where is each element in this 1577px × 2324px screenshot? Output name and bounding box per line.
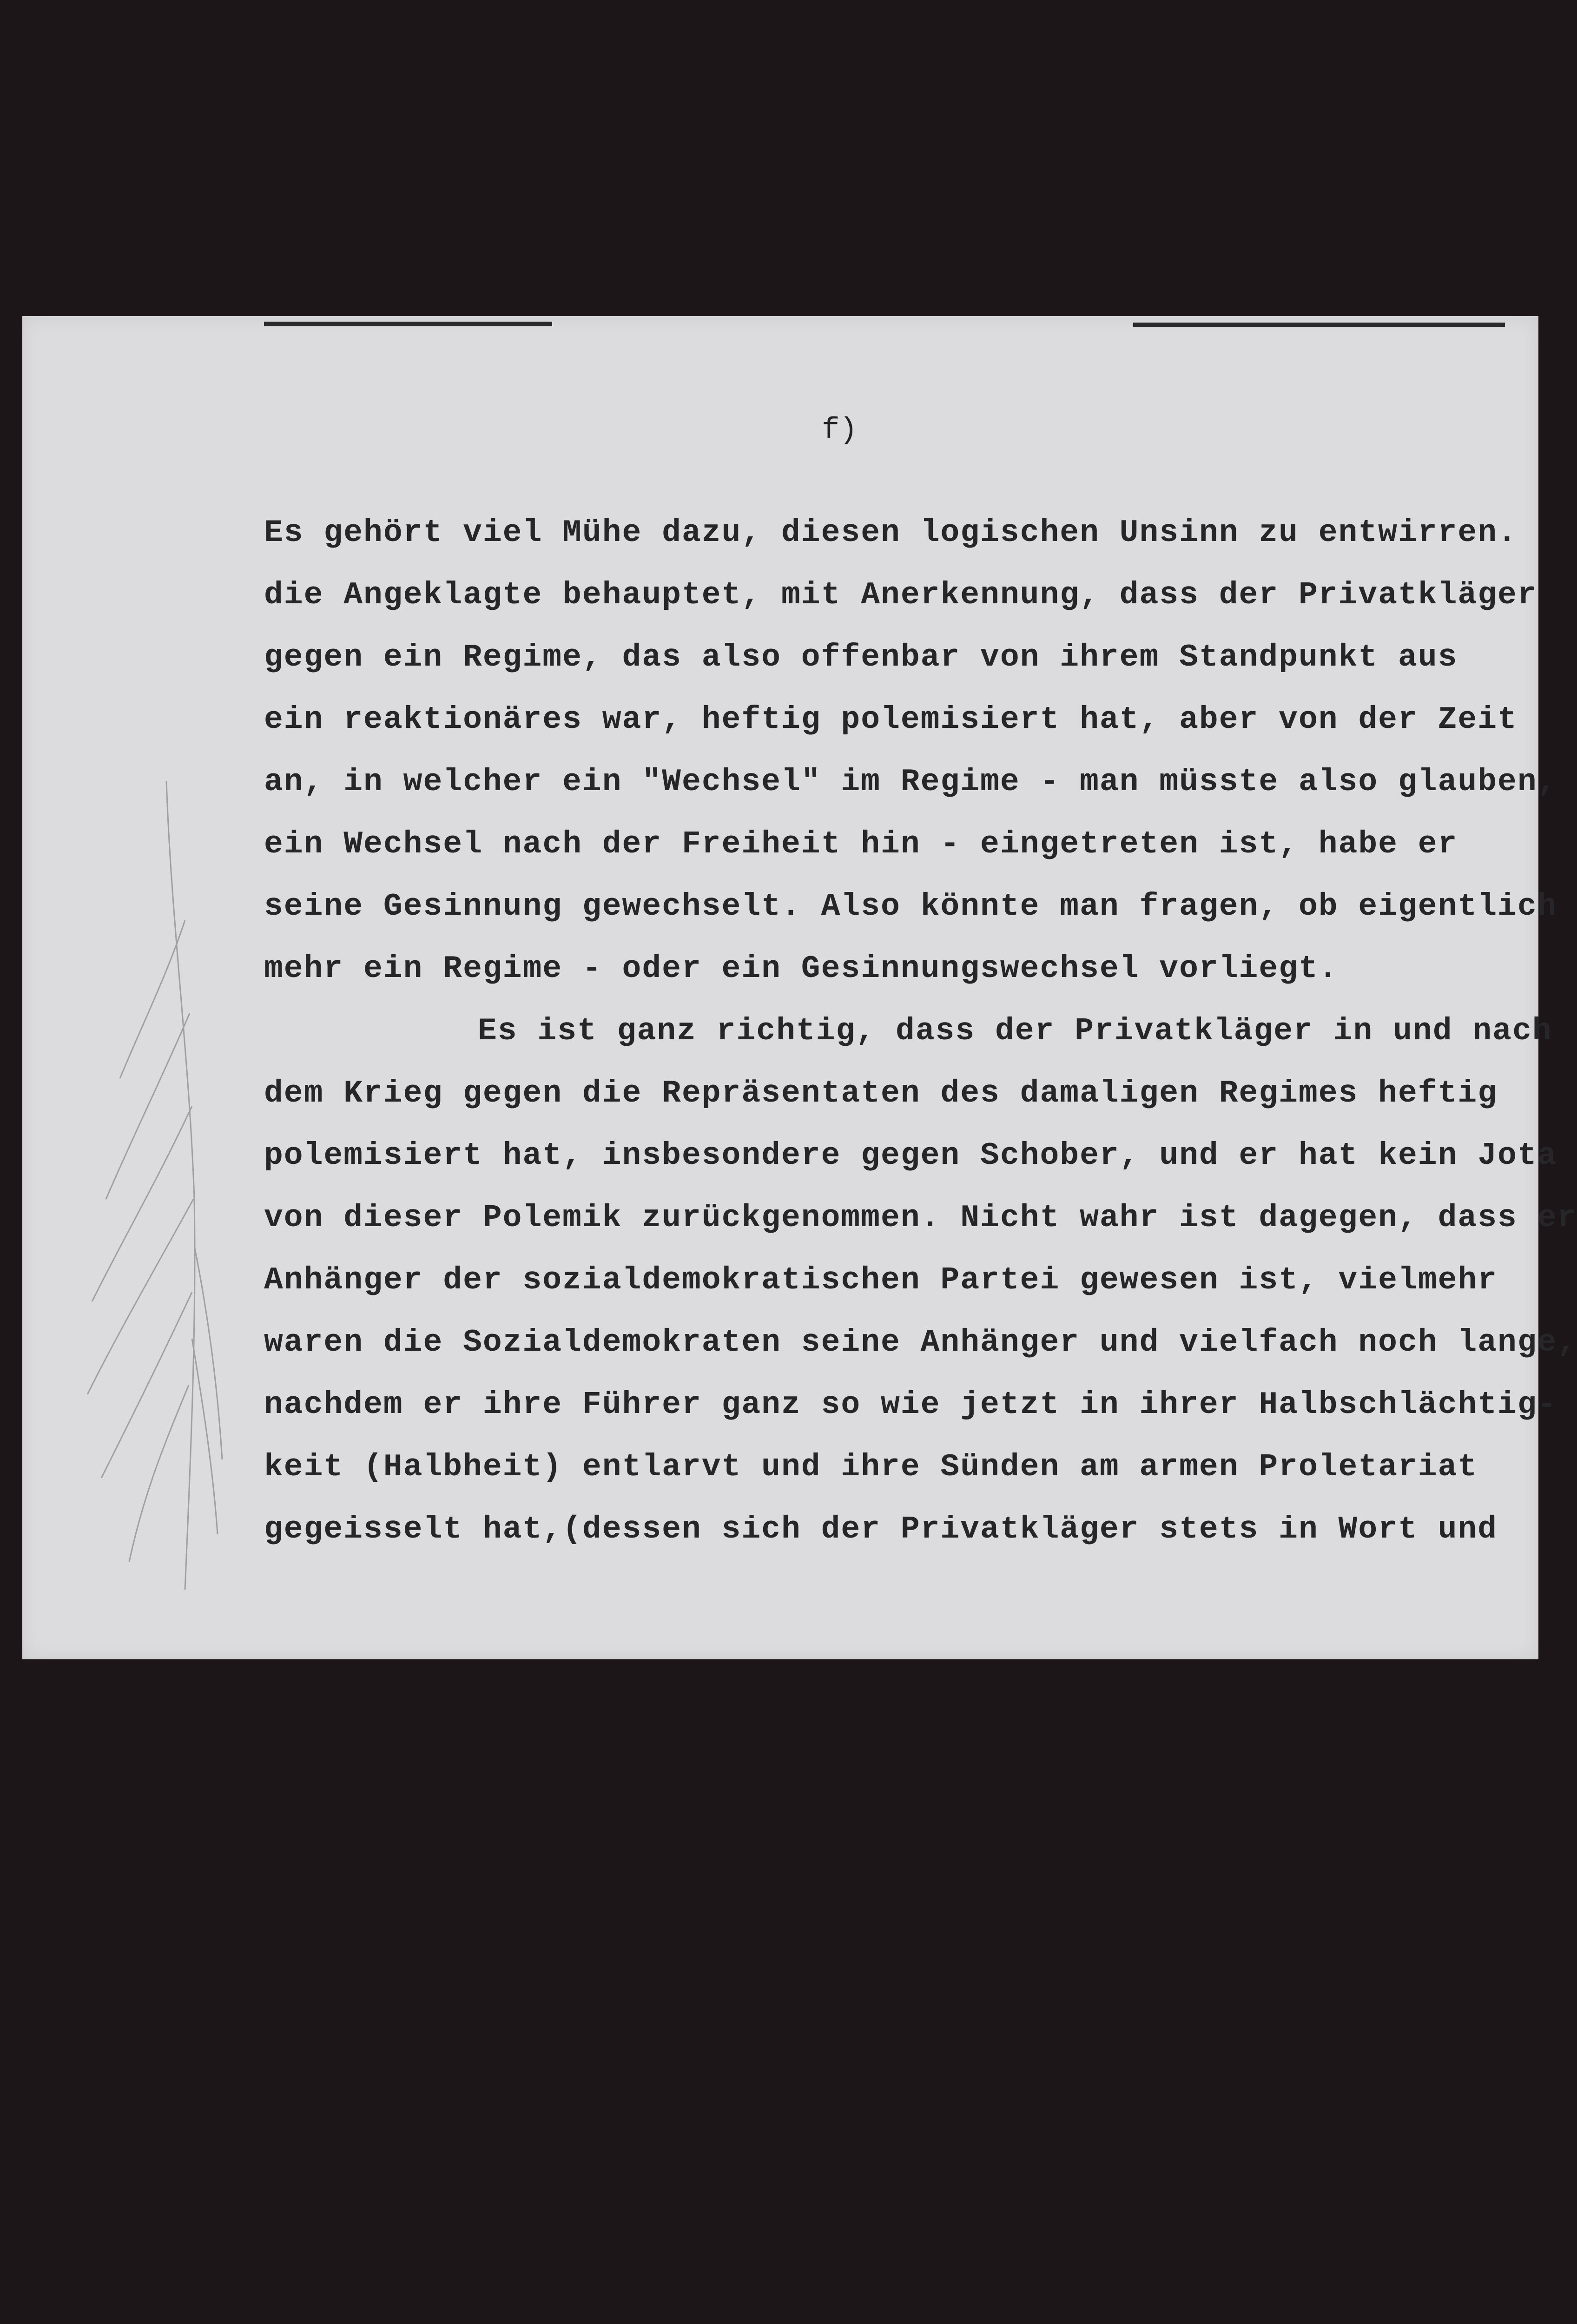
- page-number: f): [822, 414, 858, 447]
- text-line: ein Wechsel nach der Freiheit hin - eingetreten ist, habe er: [264, 826, 1458, 862]
- text-line: mehr ein Regime - oder ein Gesinnungswechsel vorliegt.: [264, 951, 1339, 987]
- document-page: [22, 316, 1577, 1659]
- top-rule-right: [1133, 323, 1505, 327]
- text-line: Es gehört viel Mühe dazu, diesen logischen Unsinn zu entwirren.: [264, 515, 1518, 551]
- text-line: ein reaktionäres war, heftig polemisiert hat, aber von der Zeit: [264, 702, 1518, 738]
- text-line: die Angeklagte behauptet, mit Anerkennung, dass der Privatkläger: [264, 577, 1537, 613]
- text-line: gegen ein Regime, das also offenbar von ihrem Standpunkt aus: [264, 640, 1458, 675]
- top-rule-left: [264, 322, 552, 326]
- plant-sketch-icon: [50, 781, 245, 1594]
- text-line: Es ist ganz richtig, dass der Privatkläger in und nach: [478, 1013, 1552, 1049]
- text-line: polemisiert hat, insbesondere gegen Schober, und er hat kein Jota: [264, 1138, 1557, 1174]
- text-line: keit (Halbheit) entlarvt und ihre Sünden am armen Proletariat: [264, 1449, 1478, 1485]
- text-line: Anhänger der sozialdemokratischen Partei gewesen ist, vielmehr: [264, 1262, 1498, 1298]
- text-line: nachdem er ihre Führer ganz so wie jetzt in ihrer Halbschlächtig-: [264, 1387, 1557, 1423]
- text-line: waren die Sozialdemokraten seine Anhänger und vielfach noch lange,: [264, 1325, 1577, 1360]
- text-line: dem Krieg gegen die Repräsentaten des damaligen Regimes heftig: [264, 1076, 1498, 1111]
- text-line: gegeisselt hat,(dessen sich der Privatkläger stets in Wort und: [264, 1512, 1498, 1547]
- text-line: von dieser Polemik zurückgenommen. Nicht wahr ist dagegen, dass er: [264, 1200, 1577, 1236]
- body-text: [264, 502, 1577, 1561]
- text-line: seine Gesinnung gewechselt. Also könnte man fragen, ob eigentlich: [264, 889, 1557, 924]
- text-line: an, in welcher ein "Wechsel" im Regime - man müsste also glauben,: [264, 764, 1557, 800]
